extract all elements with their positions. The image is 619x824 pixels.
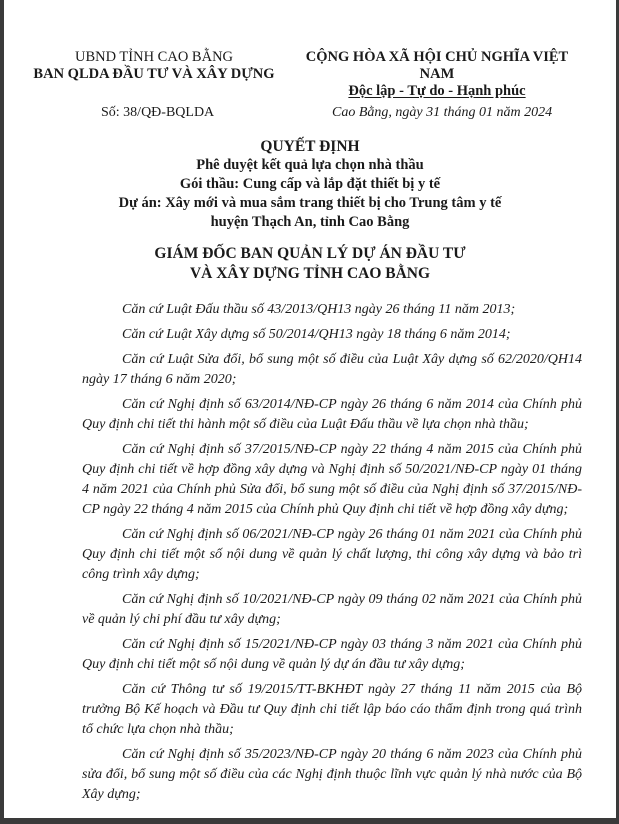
scan-border-left [0,0,4,824]
place-and-date: Cao Bằng, ngày 31 tháng 01 năm 2024 [332,105,553,120]
agency-parent: UBND TỈNH CAO BẰNG [74,49,234,65]
project-name: Dự án: Xây mới và mua sắm trang thiết bị cho Trung tâm y tế [118,195,502,211]
legal-basis-paragraph: Căn cứ Luật Đấu thầu số 43/2013/QH13 ngày 26 tháng 11 năm 2013; [122,302,516,317]
legal-basis-paragraph: Căn cứ Nghị định số 06/2021/NĐ-CP ngày 26 tháng 01 năm 2021 của Chính phủ Quy định chi tiết một số nội dung về quản lý chất lượng, thi công xây dựng và bảo trì công trình xây dựng; [82,527,582,582]
authority-line-2: VÀ XÂY DỰNG TỈNH CAO BẰNG [189,265,431,282]
legal-basis-paragraph: Căn cứ Luật Sửa đổi, bổ sung một số điều của Luật Xây dựng số 62/2020/QH14 ngày 17 tháng 6 năm 2020; [82,352,582,387]
legal-basis-paragraph: Căn cứ Nghị định số 35/2023/NĐ-CP ngày 20 tháng 6 năm 2023 của Chính phủ sửa đổi, bổ sung một số điều của các Nghị định thuộc lĩnh vực quản lý nhà nước của Bộ Xây dựng; [82,747,582,802]
national-motto: Độc lập - Tự do - Hạnh phúc [348,83,526,99]
legal-basis-paragraph: Căn cứ Nghị định số 37/2015/NĐ-CP ngày 22 tháng 4 năm 2015 của Chính phủ Quy định chi tiết về hợp đồng xây dựng và Nghị định số 50/2021/NĐ-CP ngày 01 tháng 4 năm 2021 của Chính phủ Sửa đổi, bổ sung một số điều của Nghị định số 37/2015/NĐ-CP ngày 22 tháng 4 năm 2015 của Chính phủ Quy định chi tiết về hợp đồng xây dựng; [82,442,582,517]
scan-border-bottom [0,818,619,824]
project-location: huyện Thạch An, tỉnh Cao Bằng [210,214,410,230]
package-name: Gói thầu: Cung cấp và lắp đặt thiết bị y tế [179,176,441,192]
legal-basis-paragraph: Căn cứ Nghị định số 63/2014/NĐ-CP ngày 26 tháng 6 năm 2014 của Chính phủ Quy định chi tiết thi hành một số điều của Luật Đấu thầu về lựa chọn nhà thầu; [82,397,582,432]
legal-basis-paragraph: Căn cứ Thông tư số 19/2015/TT-BKHĐT ngày 27 tháng 11 năm 2015 của Bộ trưởng Bộ Kế hoạch và Đầu tư Quy định chi tiết lập báo cáo thẩm định trong quá trình tổ chức lựa chọn nhà thầu; [82,682,582,737]
authority-line-1: GIÁM ĐỐC BAN QUẢN LÝ DỰ ÁN ĐẦU TƯ [154,245,466,262]
decision-title-block [40,137,580,232]
decision-subject: Phê duyệt kết quả lựa chọn nhà thầu [196,157,424,173]
legal-basis-list [82,300,582,810]
authority-heading [40,244,580,284]
legal-basis-paragraph: Căn cứ Nghị định số 15/2021/NĐ-CP ngày 03 tháng 3 năm 2021 của Chính phủ Quy định chi tiết một số nội dung về quản lý dự án đầu tư xây dựng; [82,637,582,672]
document-number: Số: 38/QĐ-BQLDA [101,105,215,120]
legal-basis-paragraph: Căn cứ Nghị định số 10/2021/NĐ-CP ngày 09 tháng 02 năm 2021 của Chính phủ về quản lý chi phí đầu tư xây dựng; [82,592,582,627]
national-heading [287,49,587,100]
country-name: CỘNG HÒA XÃ HỘI CHỦ NGHĨA VIỆT NAM [305,49,569,82]
agency-name: BAN QLDA ĐẦU TƯ VÀ XÂY DỰNG [33,66,275,82]
decision-heading: QUYẾT ĐỊNH [260,138,360,155]
legal-basis-paragraph: Căn cứ Luật Xây dựng số 50/2014/QH13 ngày 18 tháng 6 năm 2014; [122,327,511,342]
issuing-agency [29,49,279,83]
